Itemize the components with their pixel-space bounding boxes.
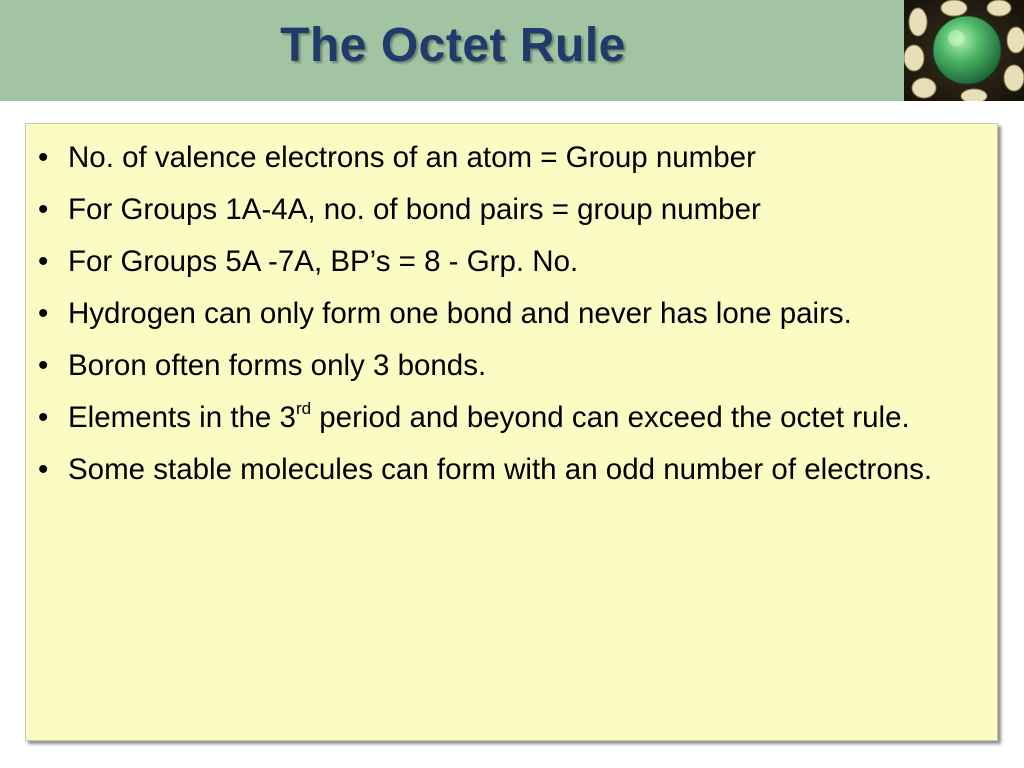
bullet-text: Hydrogen can only form one bond and never has lone pairs. xyxy=(68,297,852,330)
corner-atom-image xyxy=(904,0,1024,101)
bullet-text: For Groups 5A -7A, BP’s = 8 - Grp. No. xyxy=(68,245,579,278)
bullet-icon: • xyxy=(38,245,49,278)
bullet-icon: • xyxy=(38,141,49,174)
bullet-icon: • xyxy=(38,297,49,330)
bullet-list xyxy=(26,124,997,492)
bullet-item xyxy=(26,396,987,440)
bullet-item xyxy=(26,344,987,388)
bullet-text: For Groups 1A-4A, no. of bond pairs = group number xyxy=(68,193,761,226)
bullet-item xyxy=(26,188,987,232)
bullet-item xyxy=(26,240,987,284)
bullet-text: No. of valence electrons of an atom = Group number xyxy=(68,141,756,174)
bullet-text: Boron often forms only 3 bonds. xyxy=(68,349,487,382)
bullet-item xyxy=(26,448,987,492)
slide-title: The Octet Rule xyxy=(280,19,626,72)
bullet-text: Some stable molecules can form with an odd number of electrons. xyxy=(68,453,933,486)
bullet-item xyxy=(26,292,987,336)
bullet-text-after: period and beyond can exceed the octet rule. xyxy=(311,401,910,434)
bullet-item xyxy=(26,136,987,180)
bullet-icon: • xyxy=(38,453,49,486)
title-bar xyxy=(0,0,1024,101)
ordinal-superscript: rd xyxy=(295,399,312,419)
bullet-icon: • xyxy=(38,349,49,382)
bullet-icon: • xyxy=(38,401,49,434)
content-box xyxy=(25,123,998,741)
bullet-icon: • xyxy=(38,193,49,226)
atom-image-icon xyxy=(904,0,1024,101)
bullet-text-before: Elements in the 3 xyxy=(68,401,296,434)
